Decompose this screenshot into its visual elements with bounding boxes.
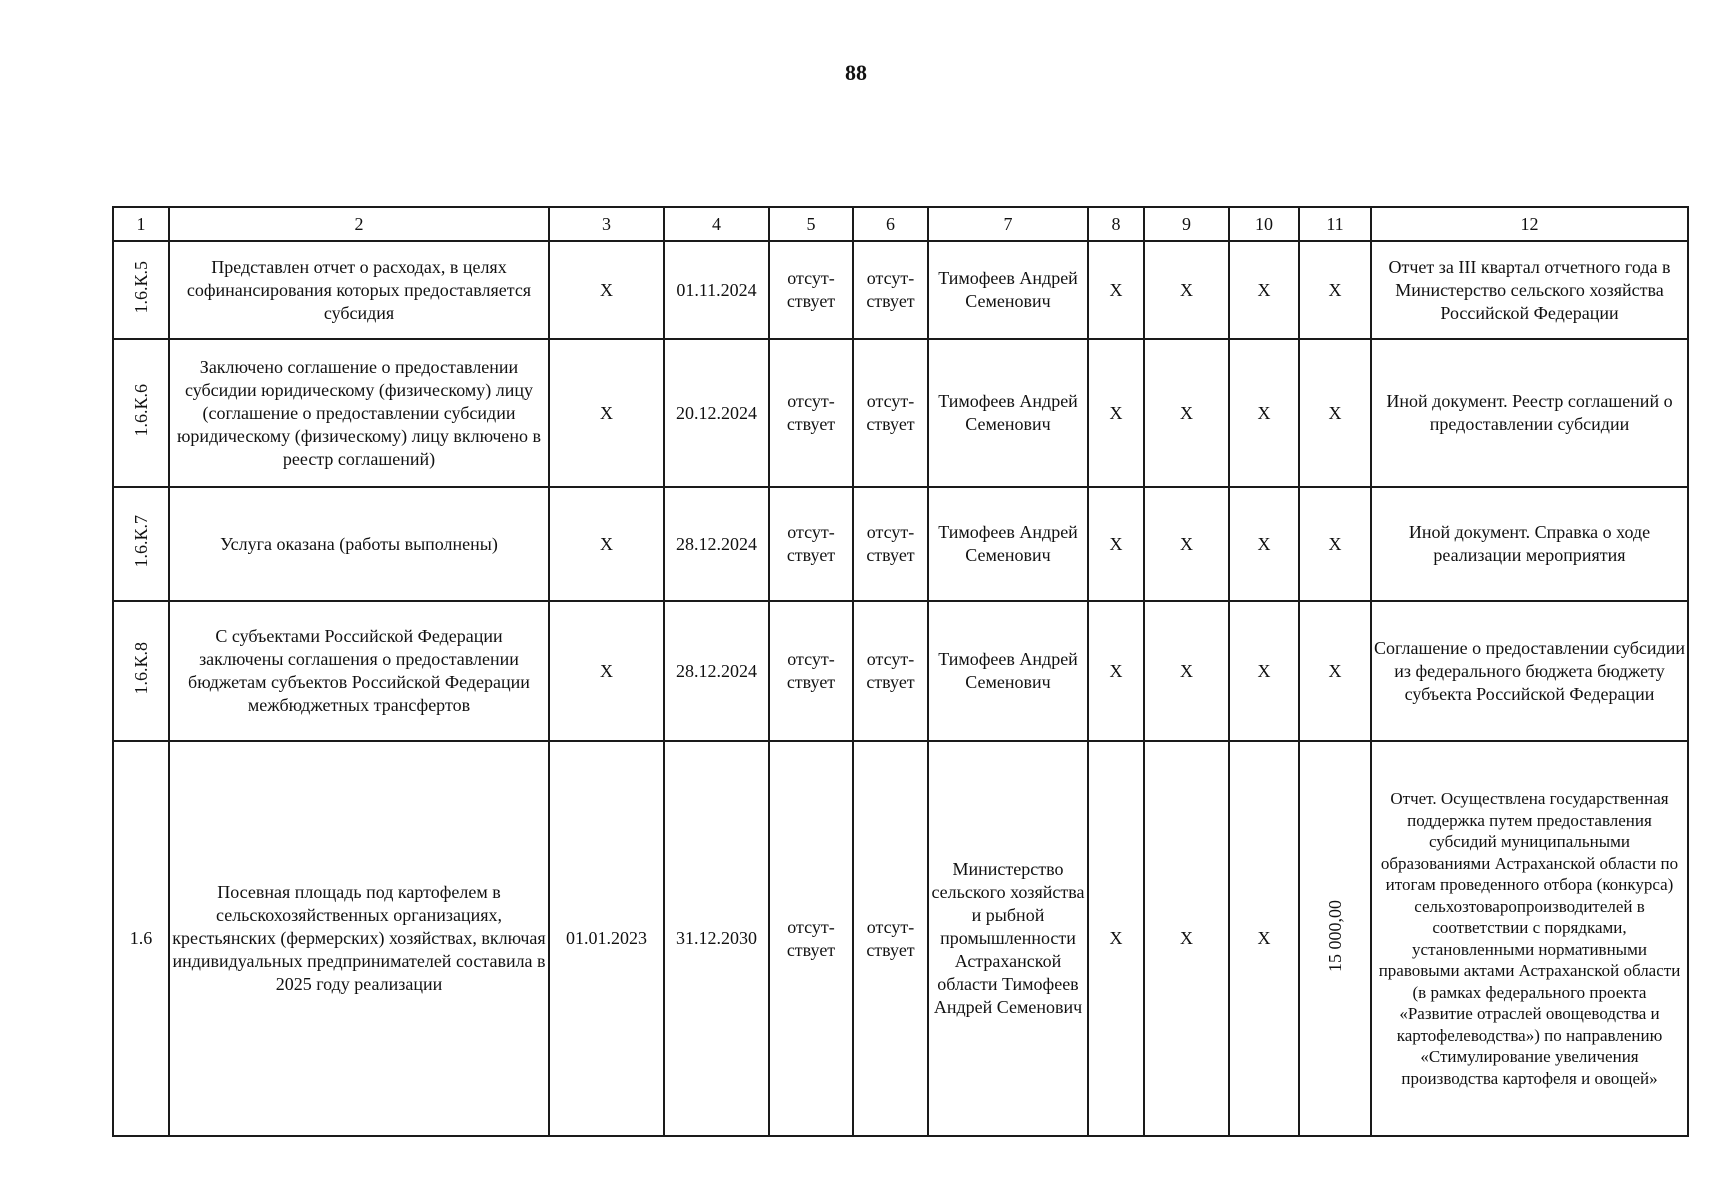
header-col-5: 5	[769, 207, 853, 241]
row-code: 1.6.К.7	[130, 514, 151, 568]
row-col6: отсут-ствует	[853, 241, 928, 339]
row-code: 1.6	[129, 928, 153, 948]
row-col9: X	[1144, 487, 1229, 601]
row-col5: отсут-ствует	[769, 601, 853, 741]
row-col6: отсут-ствует	[853, 741, 928, 1136]
plan-table	[112, 206, 1689, 1137]
row-col9: X	[1144, 741, 1229, 1136]
table-header	[113, 207, 1688, 241]
row-col5: отсут-ствует	[769, 741, 853, 1136]
row-col10: X	[1229, 601, 1299, 741]
row-document: Отчет за III квартал отчетного года в Министерство сельского хозяйства Российской Федерации	[1371, 241, 1688, 339]
row-responsible: Тимофеев Андрей Семенович	[928, 601, 1088, 741]
row-col6: отсут-ствует	[853, 487, 928, 601]
row-date: 28.12.2024	[664, 601, 769, 741]
row-code-cell	[113, 601, 169, 741]
row-date: 20.12.2024	[664, 339, 769, 487]
table-body	[113, 241, 1688, 1136]
row-code-cell	[113, 241, 169, 339]
row-col3: X	[549, 487, 664, 601]
row-date: 01.11.2024	[664, 241, 769, 339]
row-col11: X	[1299, 601, 1371, 741]
row-document: Отчет. Осуществлена государственная поддержка путем предоставления субсидий муниципальными образованиями Астраханской области по итогам проведенного отбора (конкурса) сельхозтоваропроизводителей в соответствии с порядками, установленными нормативными правовыми актами Астраханской области (в рамках федерального проекта «Развитие отраслей овощеводства и картофелеводства») по направлению «Стимулирование увеличения производства картофеля и овощей»	[1371, 741, 1688, 1136]
row-col8: X	[1088, 601, 1144, 741]
row-responsible: Тимофеев Андрей Семенович	[928, 339, 1088, 487]
row-col10: X	[1229, 241, 1299, 339]
header-col-10: 10	[1229, 207, 1299, 241]
row-code-cell	[113, 741, 169, 1136]
row-document: Иной документ. Реестр соглашений о предоставлении субсидии	[1371, 339, 1688, 487]
row-description: Заключено соглашение о предоставлении субсидии юридическому (физическому) лицу (соглашение о предоставлении субсидии юридическому (физическому) лицу включено в реестр соглашений)	[169, 339, 549, 487]
row-code-cell	[113, 487, 169, 601]
row-col8: X	[1088, 741, 1144, 1136]
row-col10: X	[1229, 339, 1299, 487]
header-col-12: 12	[1371, 207, 1688, 241]
row-col9: X	[1144, 339, 1229, 487]
row-document: Соглашение о предоставлении субсидии из федерального бюджета бюджету субъекта Российской Федерации	[1371, 601, 1688, 741]
row-col8: X	[1088, 241, 1144, 339]
row-col11: X	[1299, 487, 1371, 601]
row-col5: отсут-ствует	[769, 487, 853, 601]
header-col-11: 11	[1299, 207, 1371, 241]
row-col10: X	[1229, 487, 1299, 601]
header-col-2: 2	[169, 207, 549, 241]
row-col6: отсут-ствует	[853, 339, 928, 487]
row-col9: X	[1144, 601, 1229, 741]
header-col-8: 8	[1088, 207, 1144, 241]
table-row	[113, 241, 1688, 339]
row-code: 1.6.К.5	[130, 260, 151, 314]
row-responsible: Министерство сельского хозяйства и рыбной промышленности Астраханской области Тимофеев Андрей Семенович	[928, 741, 1088, 1136]
page-number: 88	[845, 60, 867, 85]
header-row	[113, 207, 1688, 241]
row-col3: X	[549, 601, 664, 741]
row-col3: X	[549, 339, 664, 487]
table-row	[113, 601, 1688, 741]
row-col3: 01.01.2023	[549, 741, 664, 1136]
row-responsible: Тимофеев Андрей Семенович	[928, 241, 1088, 339]
row-col11: X	[1299, 241, 1371, 339]
row-col8: X	[1088, 339, 1144, 487]
row-code-cell	[113, 339, 169, 487]
header-col-6: 6	[853, 207, 928, 241]
table-row	[113, 487, 1688, 601]
row-col3: X	[549, 241, 664, 339]
header-col-3: 3	[549, 207, 664, 241]
header-col-7: 7	[928, 207, 1088, 241]
row-description: Услуга оказана (работы выполнены)	[169, 487, 549, 601]
header-col-4: 4	[664, 207, 769, 241]
header-col-1: 1	[113, 207, 169, 241]
row-description: Посевная площадь под картофелем в сельскохозяйственных организациях, крестьянских (фермерских) хозяйствах, включая индивидуальных предпринимателей составила в 2025 году реализации	[169, 741, 549, 1136]
row-code: 1.6.К.6	[130, 383, 151, 437]
row-description: С субъектами Российской Федерации заключены соглашения о предоставлении бюджетам субъектов Российской Федерации межбюджетных трансфертов	[169, 601, 549, 741]
row-col8: X	[1088, 487, 1144, 601]
row-col10: X	[1229, 741, 1299, 1136]
row-date: 28.12.2024	[664, 487, 769, 601]
table-row	[113, 339, 1688, 487]
row-col5: отсут-ствует	[769, 339, 853, 487]
header-col-9: 9	[1144, 207, 1229, 241]
row-document: Иной документ. Справка о ходе реализации мероприятия	[1371, 487, 1688, 601]
row-col5: отсут-ствует	[769, 241, 853, 339]
row-col9: X	[1144, 241, 1229, 339]
row-date: 31.12.2030	[664, 741, 769, 1136]
row-code: 1.6.К.8	[130, 641, 151, 695]
row-col11: 15 000,00	[1324, 899, 1345, 972]
row-col11-cell	[1299, 741, 1371, 1136]
row-col6: отсут-ствует	[853, 601, 928, 741]
table-row	[113, 741, 1688, 1136]
row-col11: X	[1299, 339, 1371, 487]
row-description: Представлен отчет о расходах, в целях софинансирования которых предоставляется субсидия	[169, 241, 549, 339]
row-responsible: Тимофеев Андрей Семенович	[928, 487, 1088, 601]
